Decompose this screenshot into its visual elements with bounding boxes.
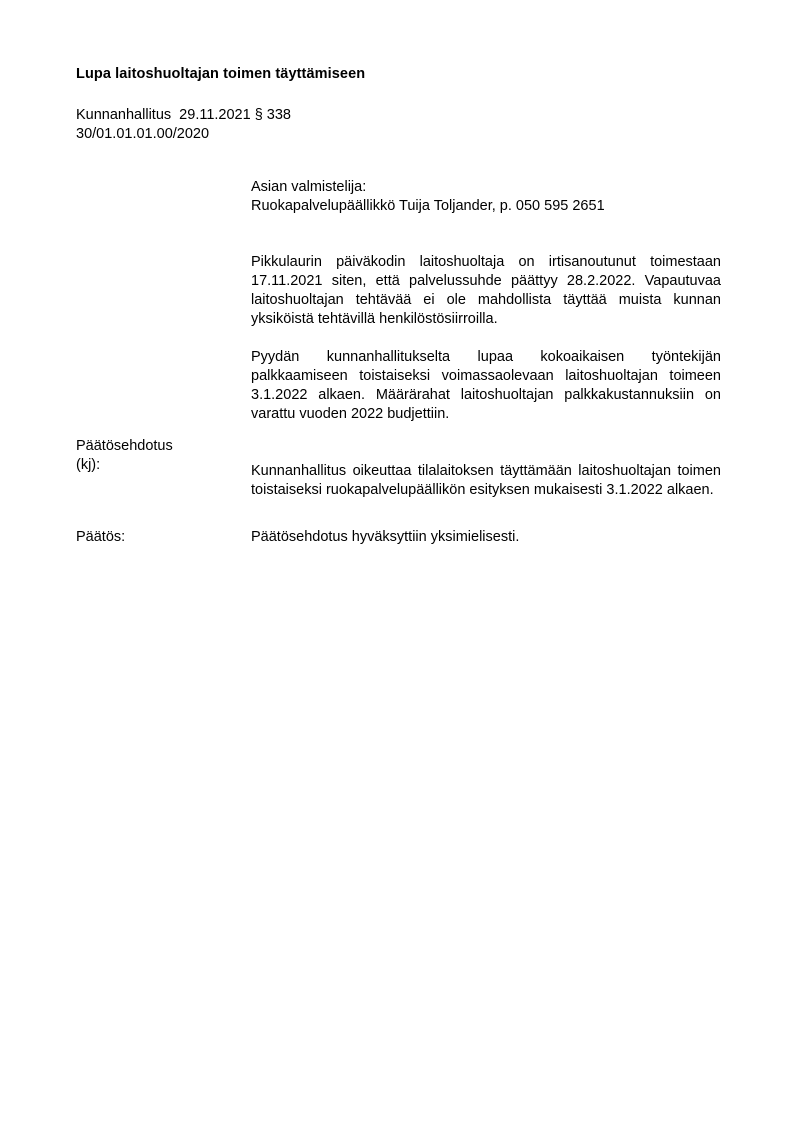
section-description-body xyxy=(251,253,721,424)
proposal-label-line-1: Päätösehdotus xyxy=(76,438,173,454)
meta-case-number: 30/01.01.01.00/2020 xyxy=(76,126,210,142)
description-paragraph-1: Pikkulaurin päiväkodin laitoshuoltaja on irtisanoutunut toimestaan 17.11.2021 siten, että palvelussuhde päättyy 28.2.2022. Vapautuvaa laitoshuoltajan tehtävää ei ole mahdollista täyttää muista kunnan yksiköistä tehtävillä henkilöstösiirroilla. xyxy=(251,254,721,327)
preparer-name: Ruokapalvelupäällikkö Tuija Toljander, p. 050 595 2651 xyxy=(251,198,605,214)
paragraph-spacer xyxy=(251,329,721,348)
meta-body-line: Kunnanhallitus 29.11.2021 § 338 xyxy=(76,107,291,123)
document-meta xyxy=(76,106,291,144)
page-title: Lupa laitoshuoltajan toimen täyttämiseen xyxy=(76,66,366,82)
section-preparer-body xyxy=(251,178,721,216)
preparer-heading: Asian valmistelija: xyxy=(251,179,367,195)
proposal-label-line-2: (kj): xyxy=(76,457,101,473)
decision-paragraph: Päätösehdotus hyväksyttiin yksimielisesti. xyxy=(251,529,520,545)
proposal-paragraph: Kunnanhallitus oikeuttaa tilalaitoksen täyttämään laitoshuoltajan toimen toistaiseksi ruokapalvelupäällikön esityksen mukaisesti 3.1.2022 alkaen. xyxy=(251,463,721,498)
section-decision-body xyxy=(251,528,721,547)
section-proposal-body xyxy=(251,462,721,500)
description-paragraph-2: Pyydän kunnanhallitukselta lupaa kokoaikaisen työntekijän palkkaamiseen toistaiseksi voimassaolevaan laitoshuoltajan toimeen 3.1.2022 alkaen. Määrärahat laitoshuoltajan palkkakustannuksiin on varattu vuoden 2022 budjettiin. xyxy=(251,349,721,422)
section-proposal-label xyxy=(76,437,241,475)
section-decision-label: Päätös: xyxy=(76,529,126,545)
